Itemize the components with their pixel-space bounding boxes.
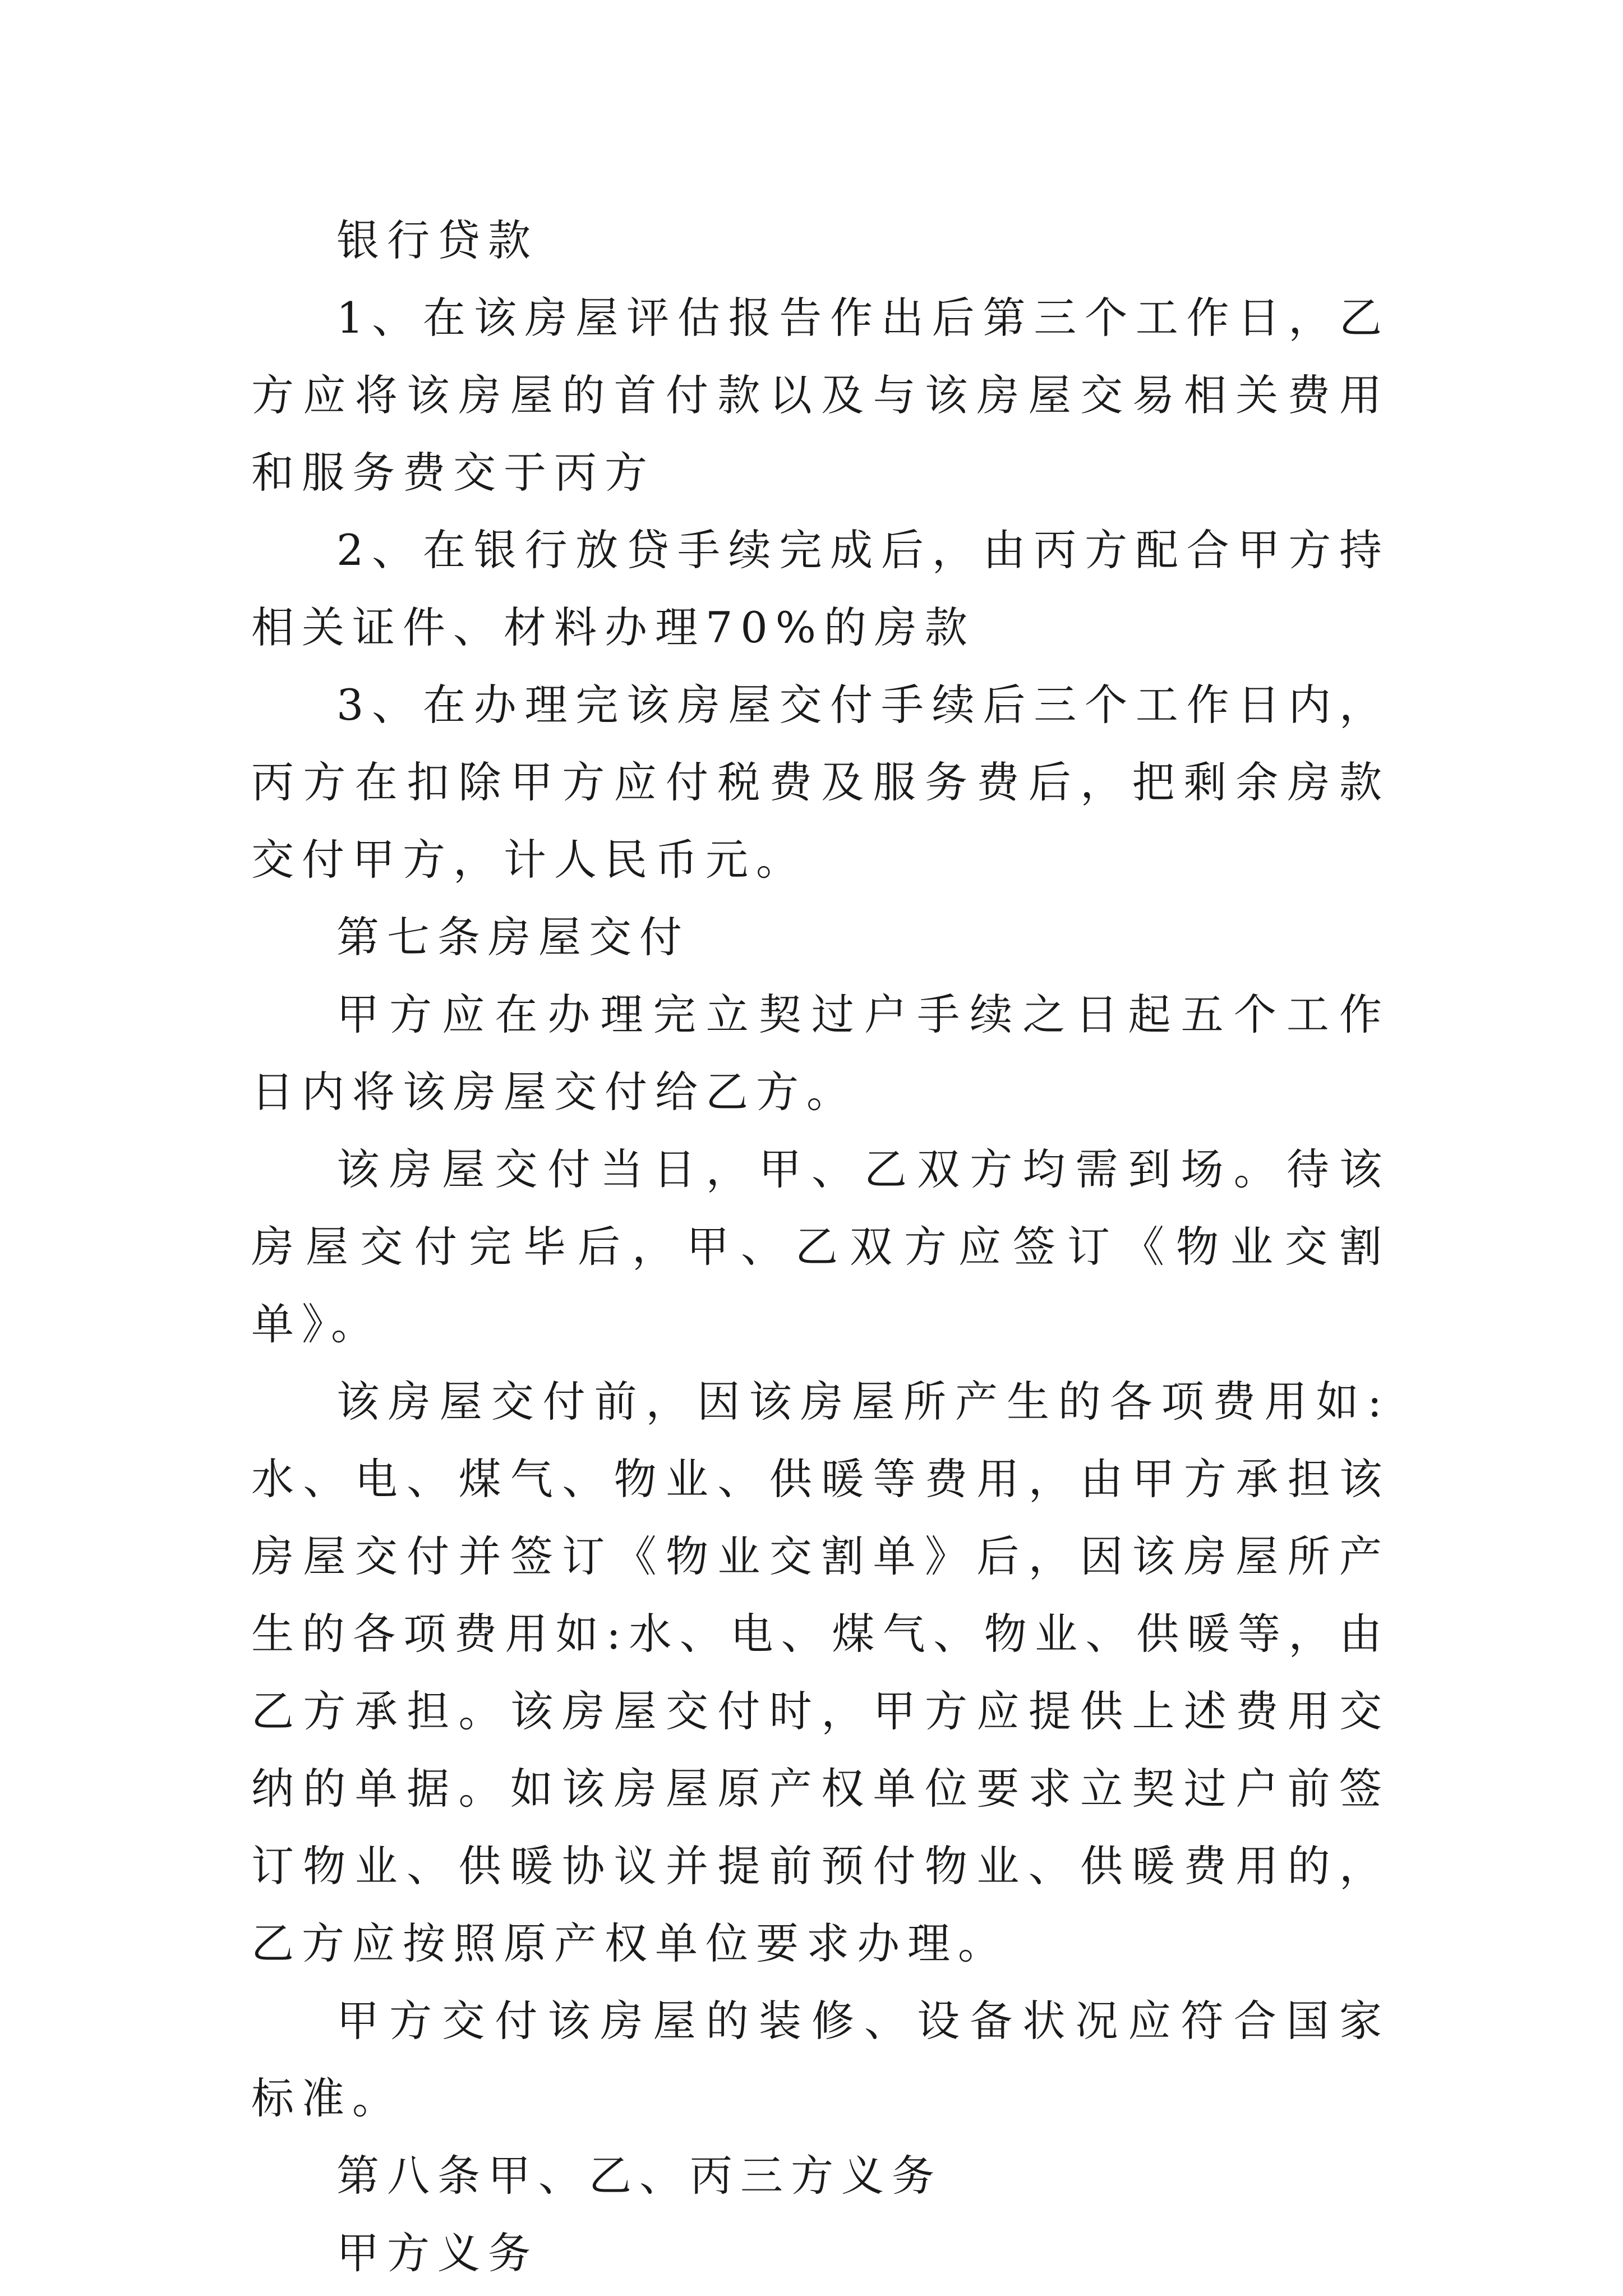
paragraph-delivery-day: 该房屋交付当日，甲、乙双方均需到场。待该房屋交付完毕后，甲、乙双方应签订《物业交割单》。 [251,1144,1390,1349]
clause-item-3: 3、在办理完该房屋交付手续后三个工作日内，丙方在扣除甲方应付税费及服务费后，把剩余房款交付甲方，计人民币元。 [251,680,1390,885]
paragraph-fees: 该房屋交付前，因该房屋所产生的各项费用如:水、电、煤气、物业、供暖等费用，由甲方承担该房屋交付并签订《物业交割单》后，因该房屋所产生的各项费用如:水、电、煤气、物业、供暖等，由乙方承担。该房屋交付时，甲方应提供上述费用交纳的单据。如该房屋原产权单位要求立契过户前签订物业、供暖协议并提前预付物业、供暖费用的，乙方应按照原产权单位要求办理。 [251,1377,1390,1968]
heading-article-8: 第八条甲、乙、丙三方义务 [336,2151,942,2201]
clause-item-2: 2、在银行放贷手续完成后，由丙方配合甲方持相关证件、材料办理70%的房款 [251,525,1390,652]
paragraph-standards: 甲方交付该房屋的装修、设备状况应符合国家标准。 [251,1996,1390,2123]
paragraph-delivery-deadline: 甲方应在办理完立契过户手续之日起五个工作日内将该房屋交付给乙方。 [251,990,1390,1117]
clause-item-1: 1、在该房屋评估报告作出后第三个工作日，乙方应将该房屋的首付款以及与该房屋交易相关费用和服务费交于丙方 [251,293,1390,498]
heading-article-7: 第七条房屋交付 [336,912,690,962]
document-body [251,202,1390,2292]
heading-party-a-obligations: 甲方义务 [336,2228,538,2278]
heading-bank-loan: 银行贷款 [336,215,538,265]
